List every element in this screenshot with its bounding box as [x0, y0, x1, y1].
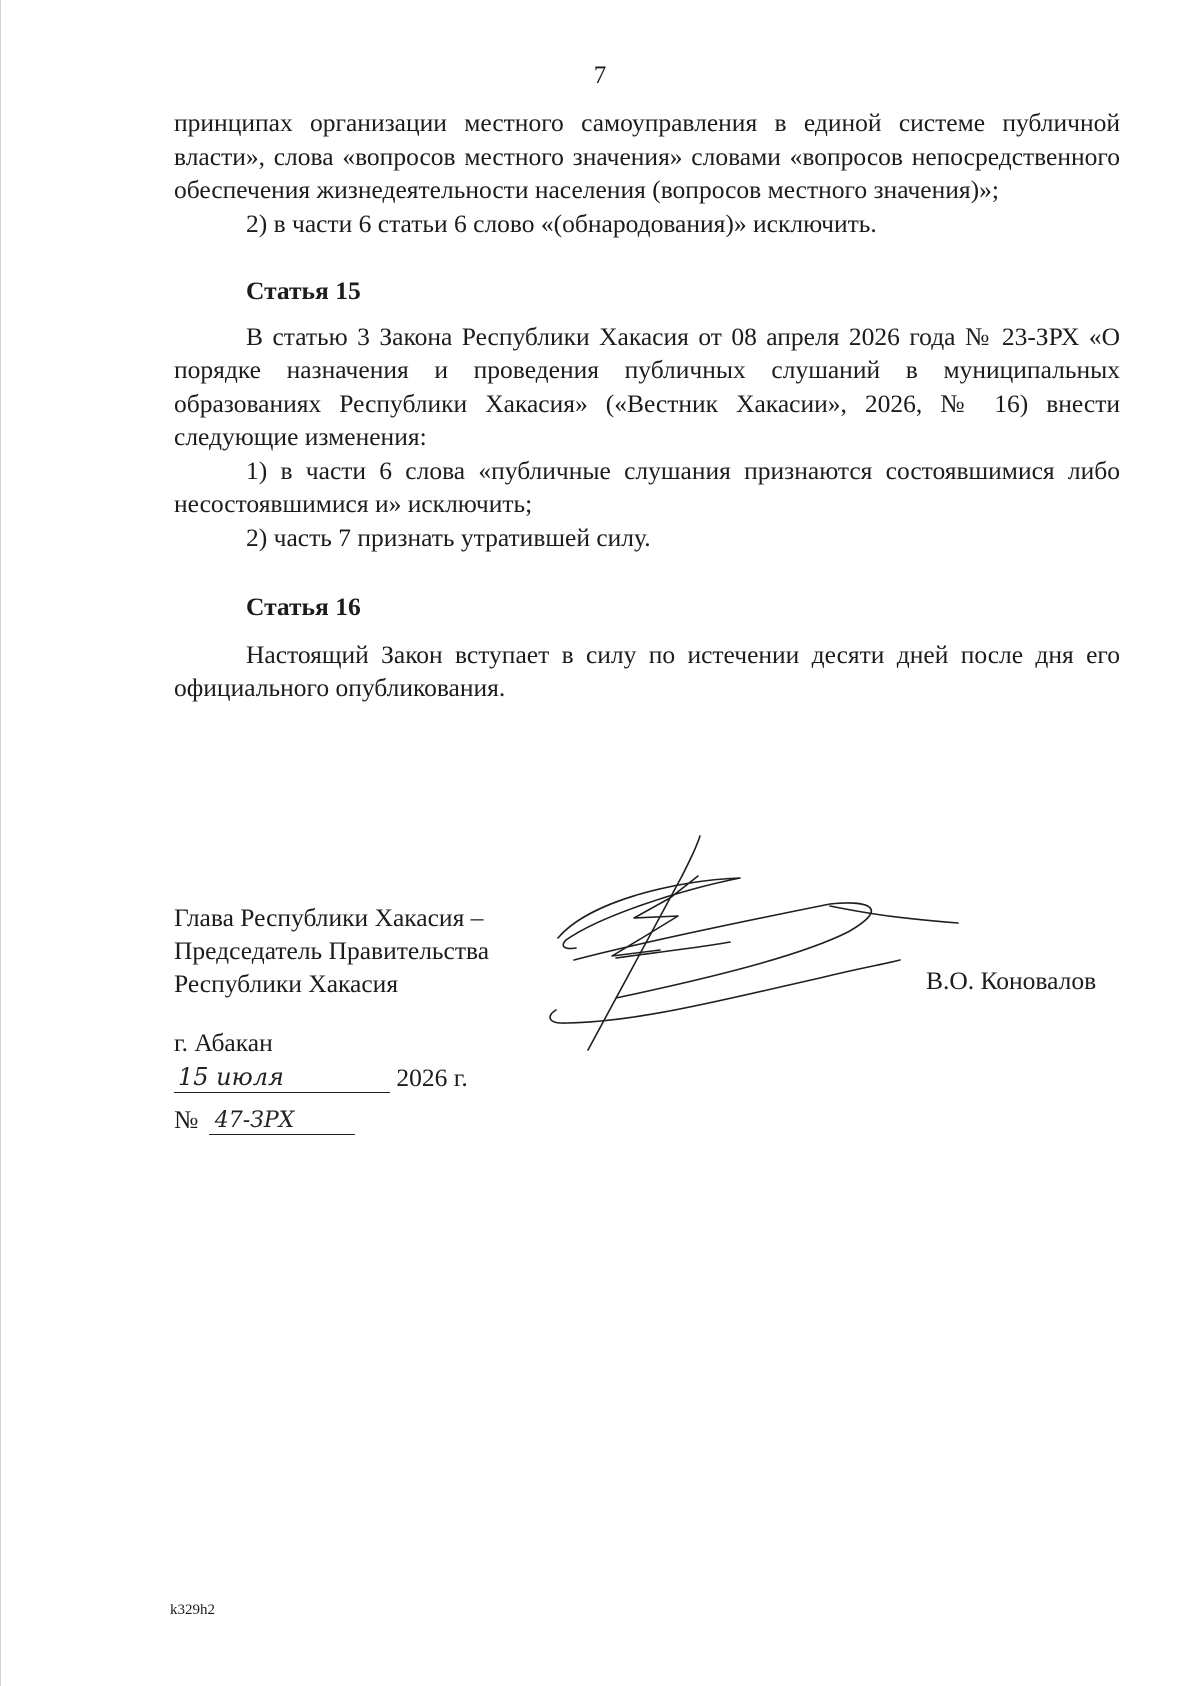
article-heading-16: Статья 16	[246, 592, 361, 621]
date-field	[174, 1062, 390, 1093]
signer-name: В.О. Коновалов	[926, 966, 1097, 995]
place-of-signing: г. Абакан	[174, 1028, 273, 1057]
law-number	[174, 1104, 355, 1138]
signer-title-line: Председатель Правительства	[174, 936, 490, 965]
paragraph: 2) в части 6 статьи 6 слово «(обнародования)» исключить.	[246, 208, 877, 238]
signer-title-line: Глава Республики Хакасия –	[174, 903, 484, 932]
signing-date	[174, 1062, 468, 1096]
handwritten-date: 15 июля	[178, 1063, 284, 1091]
signer-title	[174, 901, 489, 1000]
page-edge	[0, 0, 1, 1686]
paragraph: принципах организации местного самоуправления в единой системе публичной власти», слова «вопросов местного значения» словами «вопросов непосредственного обеспечения жизнедеятельности населения (вопросов местного значения)»;	[174, 108, 1120, 204]
page-number: 7	[593, 62, 607, 89]
year: 2026 г.	[396, 1063, 468, 1092]
signer-title-line: Республики Хакасия	[174, 969, 399, 998]
number-sign: №	[174, 1105, 199, 1134]
article-heading-15: Статья 15	[246, 276, 361, 305]
handwritten-signature-icon	[530, 828, 980, 1058]
document-body	[174, 106, 1120, 705]
paragraph: В статью 3 Закона Республики Хакасия от 08 апреля 2026 года № 23-ЗРХ «О порядке назначения и проведения публичных слушаний в муниципальных образованиях Республики Хакасия» («Вестник Хакасии», 2026, № 16) внести следующие изменения:	[174, 321, 1120, 451]
paragraph: Настоящий Закон вступает в силу по истечении десяти дней после дня его официального опубликования.	[174, 639, 1120, 702]
document-code: k329h2	[170, 1602, 215, 1618]
number-field	[209, 1104, 355, 1135]
paragraph: 1) в части 6 слова «публичные слушания признаются состоявшимися либо несостоявшимися и» исключить;	[174, 455, 1120, 518]
handwritten-number: 47-ЗРХ	[214, 1108, 295, 1133]
paragraph: 2) часть 7 признать утратившей силу.	[246, 522, 651, 552]
